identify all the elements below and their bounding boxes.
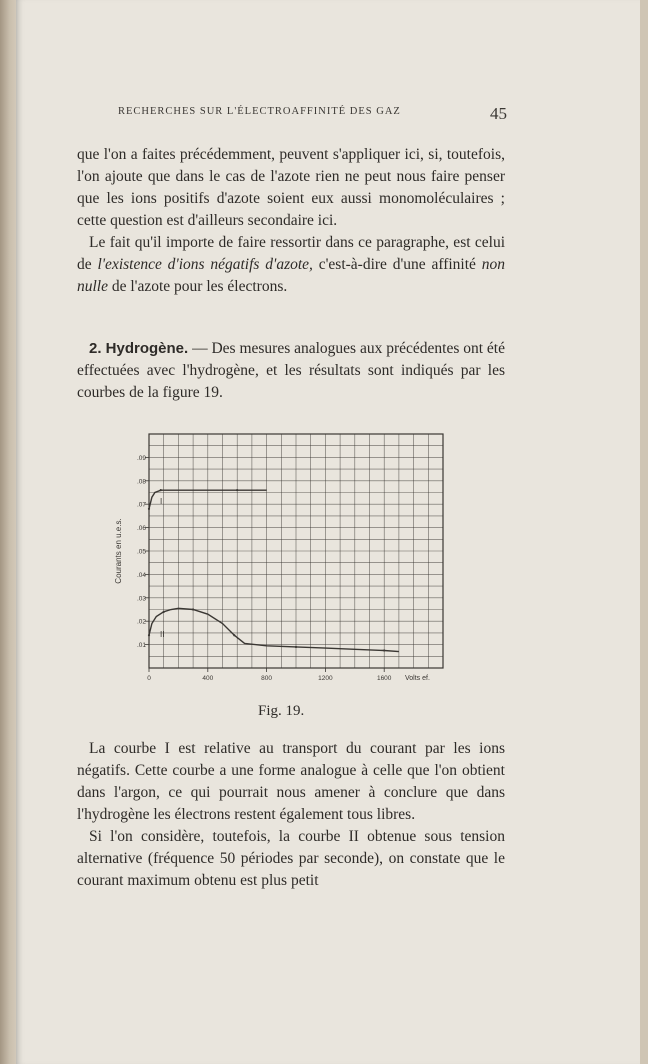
x-tick-label: 800 [261,675,273,682]
x-axis-label: Volts ef. [405,675,430,682]
curve-label-I: I [160,497,163,507]
section-hydrogene [77,338,505,404]
section-text: — Des mesures analogues aux précédentes ont été effectuées avec l'hydrogène, et les résultats sont indiqués par les courbes de la figure 19. [77,340,505,401]
paragraph-4: Si l'on considère, toutefois, la courbe II obtenue sous tension alternative (fréquence 50 périodes par seconde), on constate que le courant maximum obtenu est plus petit [77,828,505,889]
curve-label-II: II [160,630,165,640]
figure-caption: Fig. 19. [258,703,305,719]
p2-text-2: c'est-à-dire d'une affinité [312,256,482,273]
x-tick-label: 1600 [376,675,392,682]
page-number: 45 [490,104,507,123]
book-spine [0,0,16,1064]
section-heading: 2. Hydrogène. [89,340,189,357]
y-tick-label: .01 [136,642,146,650]
p2-emphasis-2: non nulle [77,256,505,295]
paragraph-1: que l'on a faites précédemment, peuvent s'appliquer ici, si, toutefois, l'on ajoute que dans le cas de l'azote rien ne peut nous faire penser que les ions positifs d'azote soient eux aussi monomoléculaires ; cette question est d'ailleurs secondaire ici. [77,146,505,229]
paragraph-3: La courbe I est relative au transport du courant par les ions négatifs. Cette courbe a une forme analogue à celle que l'on obtient dans l'argon, ce qui pourrait nous amener à conclure que dans l'hydrogène les électrons restent également tous libres. [77,740,505,823]
page-edge [640,0,648,1064]
x-tick-label: 400 [202,675,214,682]
y-tick-label: .05 [136,548,146,556]
y-tick-label: .02 [136,618,146,626]
p2-text-3: de l'azote pour les électrons. [108,278,288,295]
y-tick-label: .08 [136,478,146,486]
text-block-top [77,144,505,298]
text-block-bottom [77,738,505,892]
y-tick-label: .06 [136,525,146,533]
y-tick-label: .04 [136,571,146,579]
p2-text-1: Le fait qu'il importe de faire ressortir dans ce paragraphe, est celui de [77,234,505,273]
y-tick-label: .03 [136,595,146,603]
y-axis-label: Courants en u.e.s. [114,518,123,584]
x-tick-label: 1200 [318,675,333,682]
section-paragraph [77,338,505,404]
p2-emphasis-1: l'existence d'ions négatifs d'azote, [97,256,313,273]
x-tick-label: 0 [147,675,151,682]
y-tick-label: .07 [136,501,146,509]
paragraph-2 [77,232,505,298]
running-header: RECHERCHES SUR L'ÉLECTROAFFINITÉ DES GAZ [118,106,401,117]
y-tick-label: .09 [136,454,146,462]
